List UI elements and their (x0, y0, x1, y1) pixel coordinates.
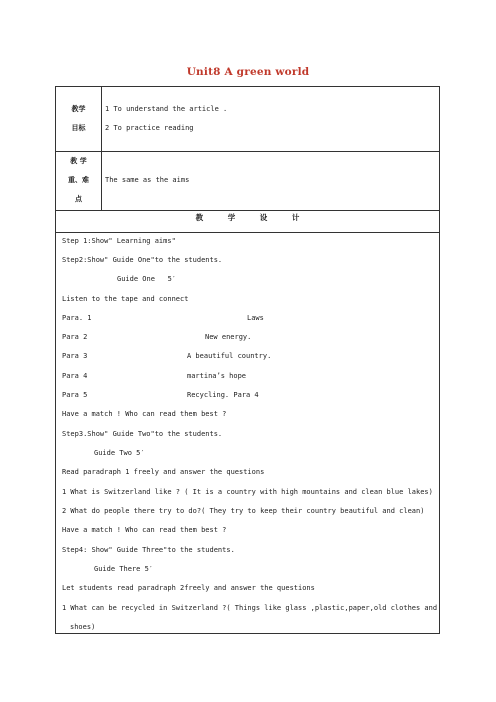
guide-two-line: Guide Two 5′ (94, 449, 145, 457)
guide-one-line: Guide One 5′ (117, 275, 177, 283)
listen-line: Listen to the tape and connect (62, 295, 189, 303)
para-label: Para 5 (62, 391, 88, 399)
read-para-2-line: Let students read paradraph 2freely and answer the questions (62, 584, 315, 592)
match-line: Have a match ! Who can read them best ? (62, 526, 227, 534)
lesson-plan-table (55, 86, 440, 634)
para-topic: A beautiful country. (187, 352, 272, 360)
question-2-line: 2 What do people there try to do?( They try to keep their country beautiful and clean) (62, 507, 425, 515)
row-divider (56, 151, 439, 152)
row-divider (56, 232, 439, 233)
para-label: Para 3 (62, 352, 88, 360)
page-title: Unit8 A green world (186, 66, 310, 78)
step-4-line: Step4: Show" Guide Three"to the students. (62, 546, 235, 554)
step-2-line: Step2:Show" Guide One"to the students. (62, 256, 223, 264)
question-1-line: 1 What is Switzerland like ? ( It is a country with high mountains and clean blue lakes) (62, 488, 433, 496)
goal-1: 1 To understand the article . (105, 105, 228, 113)
design-heading: 教 学 设 计 (195, 213, 300, 222)
guide-three-line: Guide There 5′ (94, 565, 154, 573)
para-label: Para 4 (62, 372, 88, 380)
goals-label-line-1: 教学 (71, 105, 86, 113)
step-1-line: Step 1:Show" Learning aims" (62, 237, 176, 245)
para-topic: Recycling. Para 4 (187, 391, 259, 399)
focus-label-line-1: 教 学 (70, 157, 87, 165)
para-label: Para. 1 (62, 314, 92, 322)
row-divider (56, 210, 439, 211)
focus-label-line-3: 点 (75, 195, 82, 203)
para-topic: martina’s hope (187, 372, 247, 380)
read-para-1-line: Read paradraph 1 freely and answer the questions (62, 468, 265, 476)
para-label: Para 2 (62, 333, 88, 341)
focus-text: The same as the aims (105, 176, 190, 184)
focus-label-line-2: 重、难 (68, 176, 89, 184)
question-recycle-line: 1 What can be recycled in Switzerland ?( Things like glass ,plastic,paper,old clothes and (62, 604, 438, 612)
goals-label-line-2: 目标 (71, 124, 86, 132)
match-line: Have a match ! Who can read them best ? (62, 410, 227, 418)
step-3-line: Step3.Show" Guide Two"to the students. (62, 430, 223, 438)
question-recycle-cont: shoes) (70, 623, 96, 631)
para-topic: Laws (247, 314, 264, 322)
column-divider (101, 87, 102, 210)
para-topic: New energy. (205, 333, 252, 341)
goal-2: 2 To practice reading (105, 124, 194, 132)
